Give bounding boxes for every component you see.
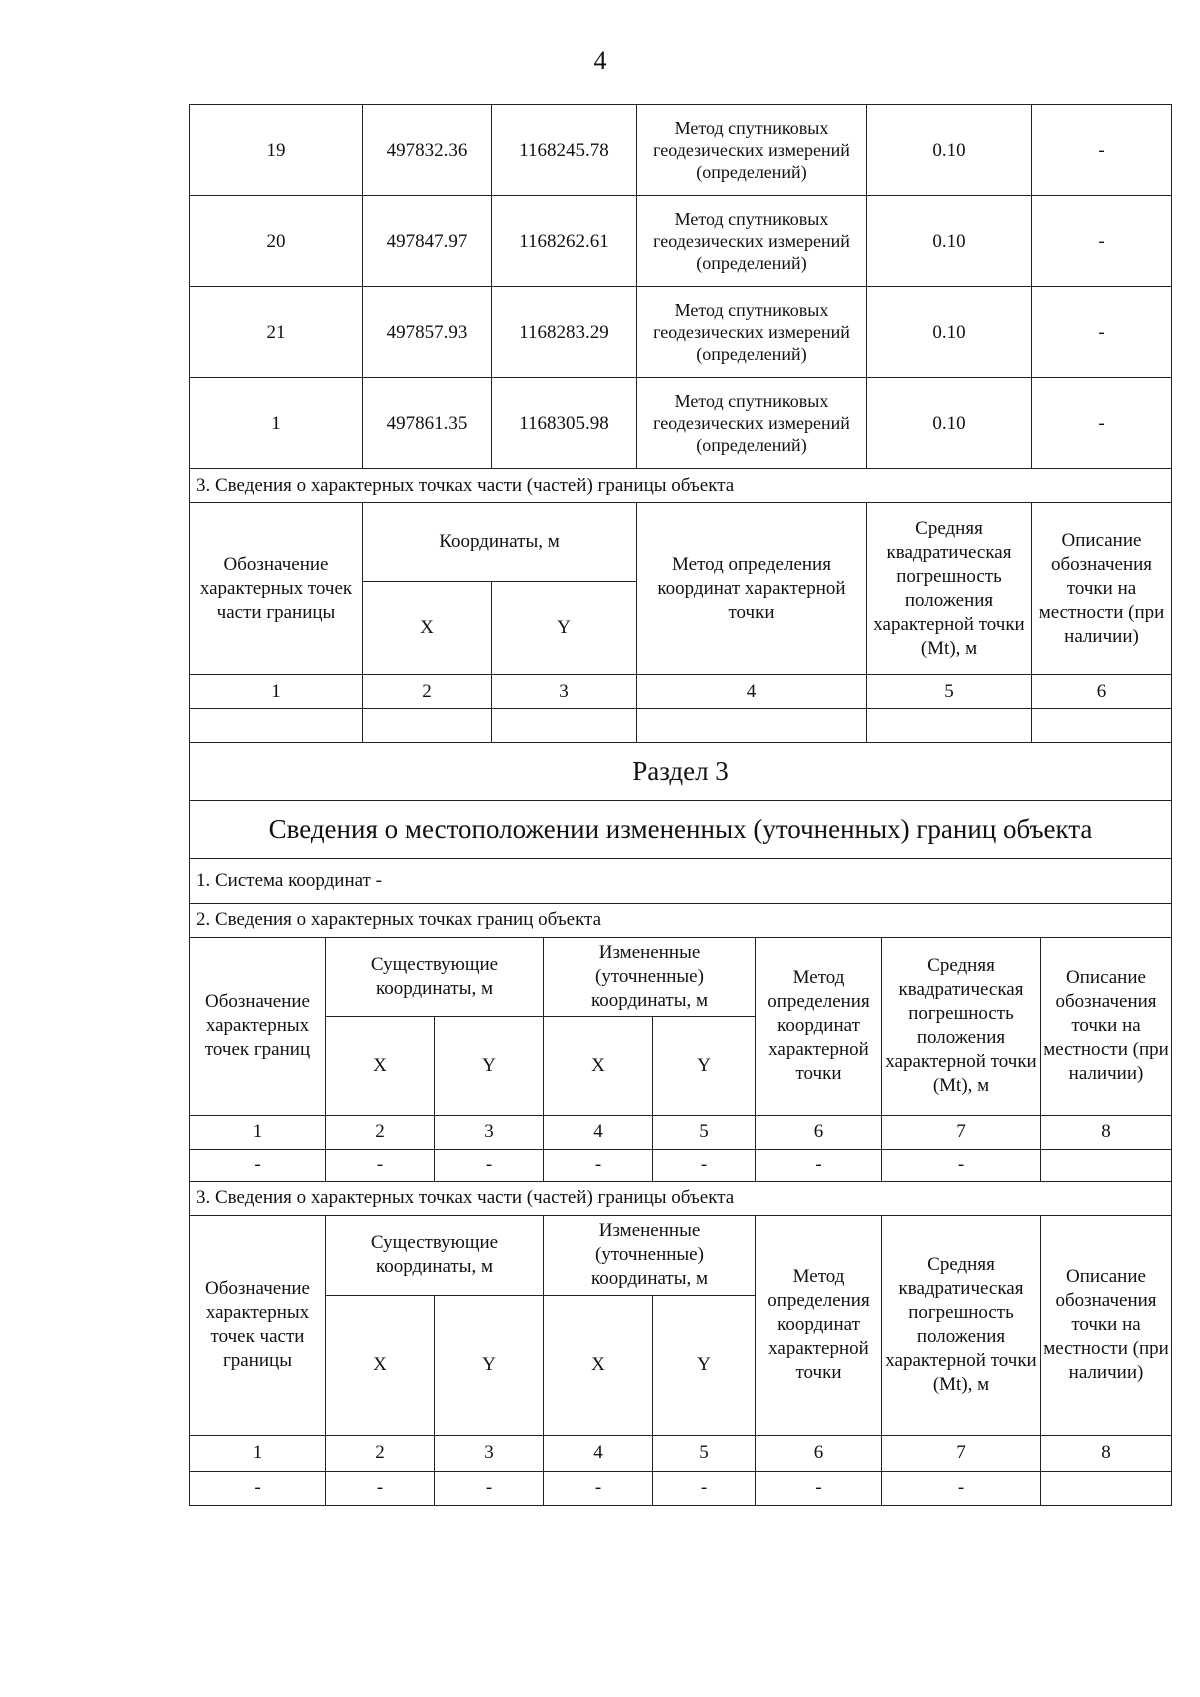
- data-cell: -: [435, 1471, 544, 1505]
- coord-cell-x: 497857.93: [363, 287, 492, 378]
- col-number: 6: [1032, 675, 1172, 709]
- col-number: 5: [653, 1115, 756, 1149]
- coord-cell-method: Метод спутниковых геодезических измерений (определений): [637, 378, 867, 469]
- y-header: Y: [653, 1016, 756, 1115]
- coord-cell-desc: -: [1032, 105, 1172, 196]
- col-number: 7: [882, 1435, 1041, 1471]
- coord-cell-x: 497861.35: [363, 378, 492, 469]
- col-number: 4: [544, 1435, 653, 1471]
- col-number: 6: [756, 1435, 882, 1471]
- method-header: Метод определения координат характерной точки: [637, 503, 867, 675]
- col-number: 6: [756, 1115, 882, 1149]
- part-points-heading: 3. Сведения о характерных точках части (частей) границы объекта: [190, 1181, 1172, 1215]
- coords-header: Координаты, м: [363, 503, 637, 582]
- coord-cell-desc: -: [1032, 196, 1172, 287]
- empty-cell: [492, 709, 637, 743]
- data-cell: -: [326, 1471, 435, 1505]
- col-number: 1: [190, 675, 363, 709]
- method-header: Метод определения координат характерной точки: [756, 937, 882, 1115]
- coord-cell-desc: -: [1032, 287, 1172, 378]
- desc-header: Описание обозначения точки на местности (при наличии): [1041, 1215, 1172, 1435]
- desc-header: Описание обозначения точки на местности (при наличии): [1041, 937, 1172, 1115]
- col-number: 4: [637, 675, 867, 709]
- col-number: 2: [326, 1435, 435, 1471]
- x-header: X: [544, 1295, 653, 1435]
- data-cell: -: [756, 1149, 882, 1181]
- designation-header: Обозначение характерных точек границ: [190, 937, 326, 1115]
- col-number: 2: [363, 675, 492, 709]
- coord-cell-desc: -: [1032, 378, 1172, 469]
- coord-cell-method: Метод спутниковых геодезических измерений (определений): [637, 196, 867, 287]
- coord-cell-mt: 0.10: [867, 196, 1032, 287]
- x-header: X: [326, 1016, 435, 1115]
- coord-cell-y: 1168305.98: [492, 378, 637, 469]
- data-cell: -: [544, 1149, 653, 1181]
- col-number: 8: [1041, 1115, 1172, 1149]
- coord-cell-y: 1168262.61: [492, 196, 637, 287]
- coord-cell-point: 21: [190, 287, 363, 378]
- col-number: 8: [1041, 1435, 1172, 1471]
- x-header: X: [544, 1016, 653, 1115]
- section-title: Раздел 3: [190, 742, 1172, 800]
- section3-table: [189, 742, 1172, 1506]
- empty-cell: [1032, 709, 1172, 743]
- coord-row: [190, 196, 1172, 287]
- empty-cell: [867, 709, 1032, 743]
- data-cell: -: [544, 1471, 653, 1505]
- existing-coords-header: Существующие координаты, м: [326, 1215, 544, 1295]
- desc-header: Описание обозначения точки на местности (при наличии): [1032, 503, 1172, 675]
- x-header: X: [326, 1295, 435, 1435]
- coord-cell-point: 1: [190, 378, 363, 469]
- coord-cell-method: Метод спутниковых геодезических измерений (определений): [637, 287, 867, 378]
- boundary-points-heading: 2. Сведения о характерных точках границ объекта: [190, 903, 1172, 937]
- mt-header: Средняя квадратическая погрешность положения характерной точки (Mt), м: [882, 937, 1041, 1115]
- y-header: Y: [435, 1016, 544, 1115]
- empty-cell: [637, 709, 867, 743]
- data-cell: -: [190, 1149, 326, 1181]
- changed-coords-header: Измененные (уточненные) координаты, м: [544, 937, 756, 1016]
- data-cell: -: [882, 1471, 1041, 1505]
- col-number: 2: [326, 1115, 435, 1149]
- col-number: 1: [190, 1435, 326, 1471]
- col-number: 3: [492, 675, 637, 709]
- existing-coords-header: Существующие координаты, м: [326, 937, 544, 1016]
- col-number: 5: [867, 675, 1032, 709]
- document-sheet: [189, 104, 1171, 1506]
- part-points-heading: 3. Сведения о характерных точках части (частей) границы объекта: [190, 469, 1172, 503]
- col-number: 7: [882, 1115, 1041, 1149]
- coord-cell-point: 19: [190, 105, 363, 196]
- data-cell: -: [326, 1149, 435, 1181]
- data-cell: -: [435, 1149, 544, 1181]
- col-number: 3: [435, 1435, 544, 1471]
- coord-cell-x: 497847.97: [363, 196, 492, 287]
- data-cell: -: [756, 1471, 882, 1505]
- col-number: 5: [653, 1435, 756, 1471]
- coord-system: 1. Система координат -: [190, 858, 1172, 903]
- coord-cell-mt: 0.10: [867, 378, 1032, 469]
- coord-cell-y: 1168245.78: [492, 105, 637, 196]
- data-cell: [1041, 1471, 1172, 1505]
- col-number: 3: [435, 1115, 544, 1149]
- y-header: Y: [653, 1295, 756, 1435]
- data-cell: -: [653, 1149, 756, 1181]
- coordinates-table: [189, 104, 1172, 743]
- designation-header: Обозначение характерных точек части границы: [190, 1215, 326, 1435]
- coord-cell-mt: 0.10: [867, 287, 1032, 378]
- coord-row: [190, 287, 1172, 378]
- changed-coords-header: Измененные (уточненные) координаты, м: [544, 1215, 756, 1295]
- x-header: X: [363, 582, 492, 675]
- data-cell: -: [882, 1149, 1041, 1181]
- y-header: Y: [492, 582, 637, 675]
- col-number: 4: [544, 1115, 653, 1149]
- section-subtitle: Сведения о местоположении измененных (уточненных) границ объекта: [190, 800, 1172, 858]
- y-header: Y: [435, 1295, 544, 1435]
- coord-cell-point: 20: [190, 196, 363, 287]
- coord-cell-y: 1168283.29: [492, 287, 637, 378]
- data-cell: -: [190, 1471, 326, 1505]
- coord-row: [190, 105, 1172, 196]
- coord-cell-method: Метод спутниковых геодезических измерений (определений): [637, 105, 867, 196]
- page-number: 4: [593, 46, 607, 75]
- mt-header: Средняя квадратическая погрешность положения характерной точки (Mt), м: [867, 503, 1032, 675]
- coord-row: [190, 378, 1172, 469]
- mt-header: Средняя квадратическая погрешность положения характерной точки (Mt), м: [882, 1215, 1041, 1435]
- coord-cell-x: 497832.36: [363, 105, 492, 196]
- designation-header: Обозначение характерных точек части границы: [190, 503, 363, 675]
- method-header: Метод определения координат характерной точки: [756, 1215, 882, 1435]
- col-number: 1: [190, 1115, 326, 1149]
- coord-cell-mt: 0.10: [867, 105, 1032, 196]
- empty-cell: [363, 709, 492, 743]
- empty-cell: [190, 709, 363, 743]
- data-cell: -: [653, 1471, 756, 1505]
- data-cell: [1041, 1149, 1172, 1181]
